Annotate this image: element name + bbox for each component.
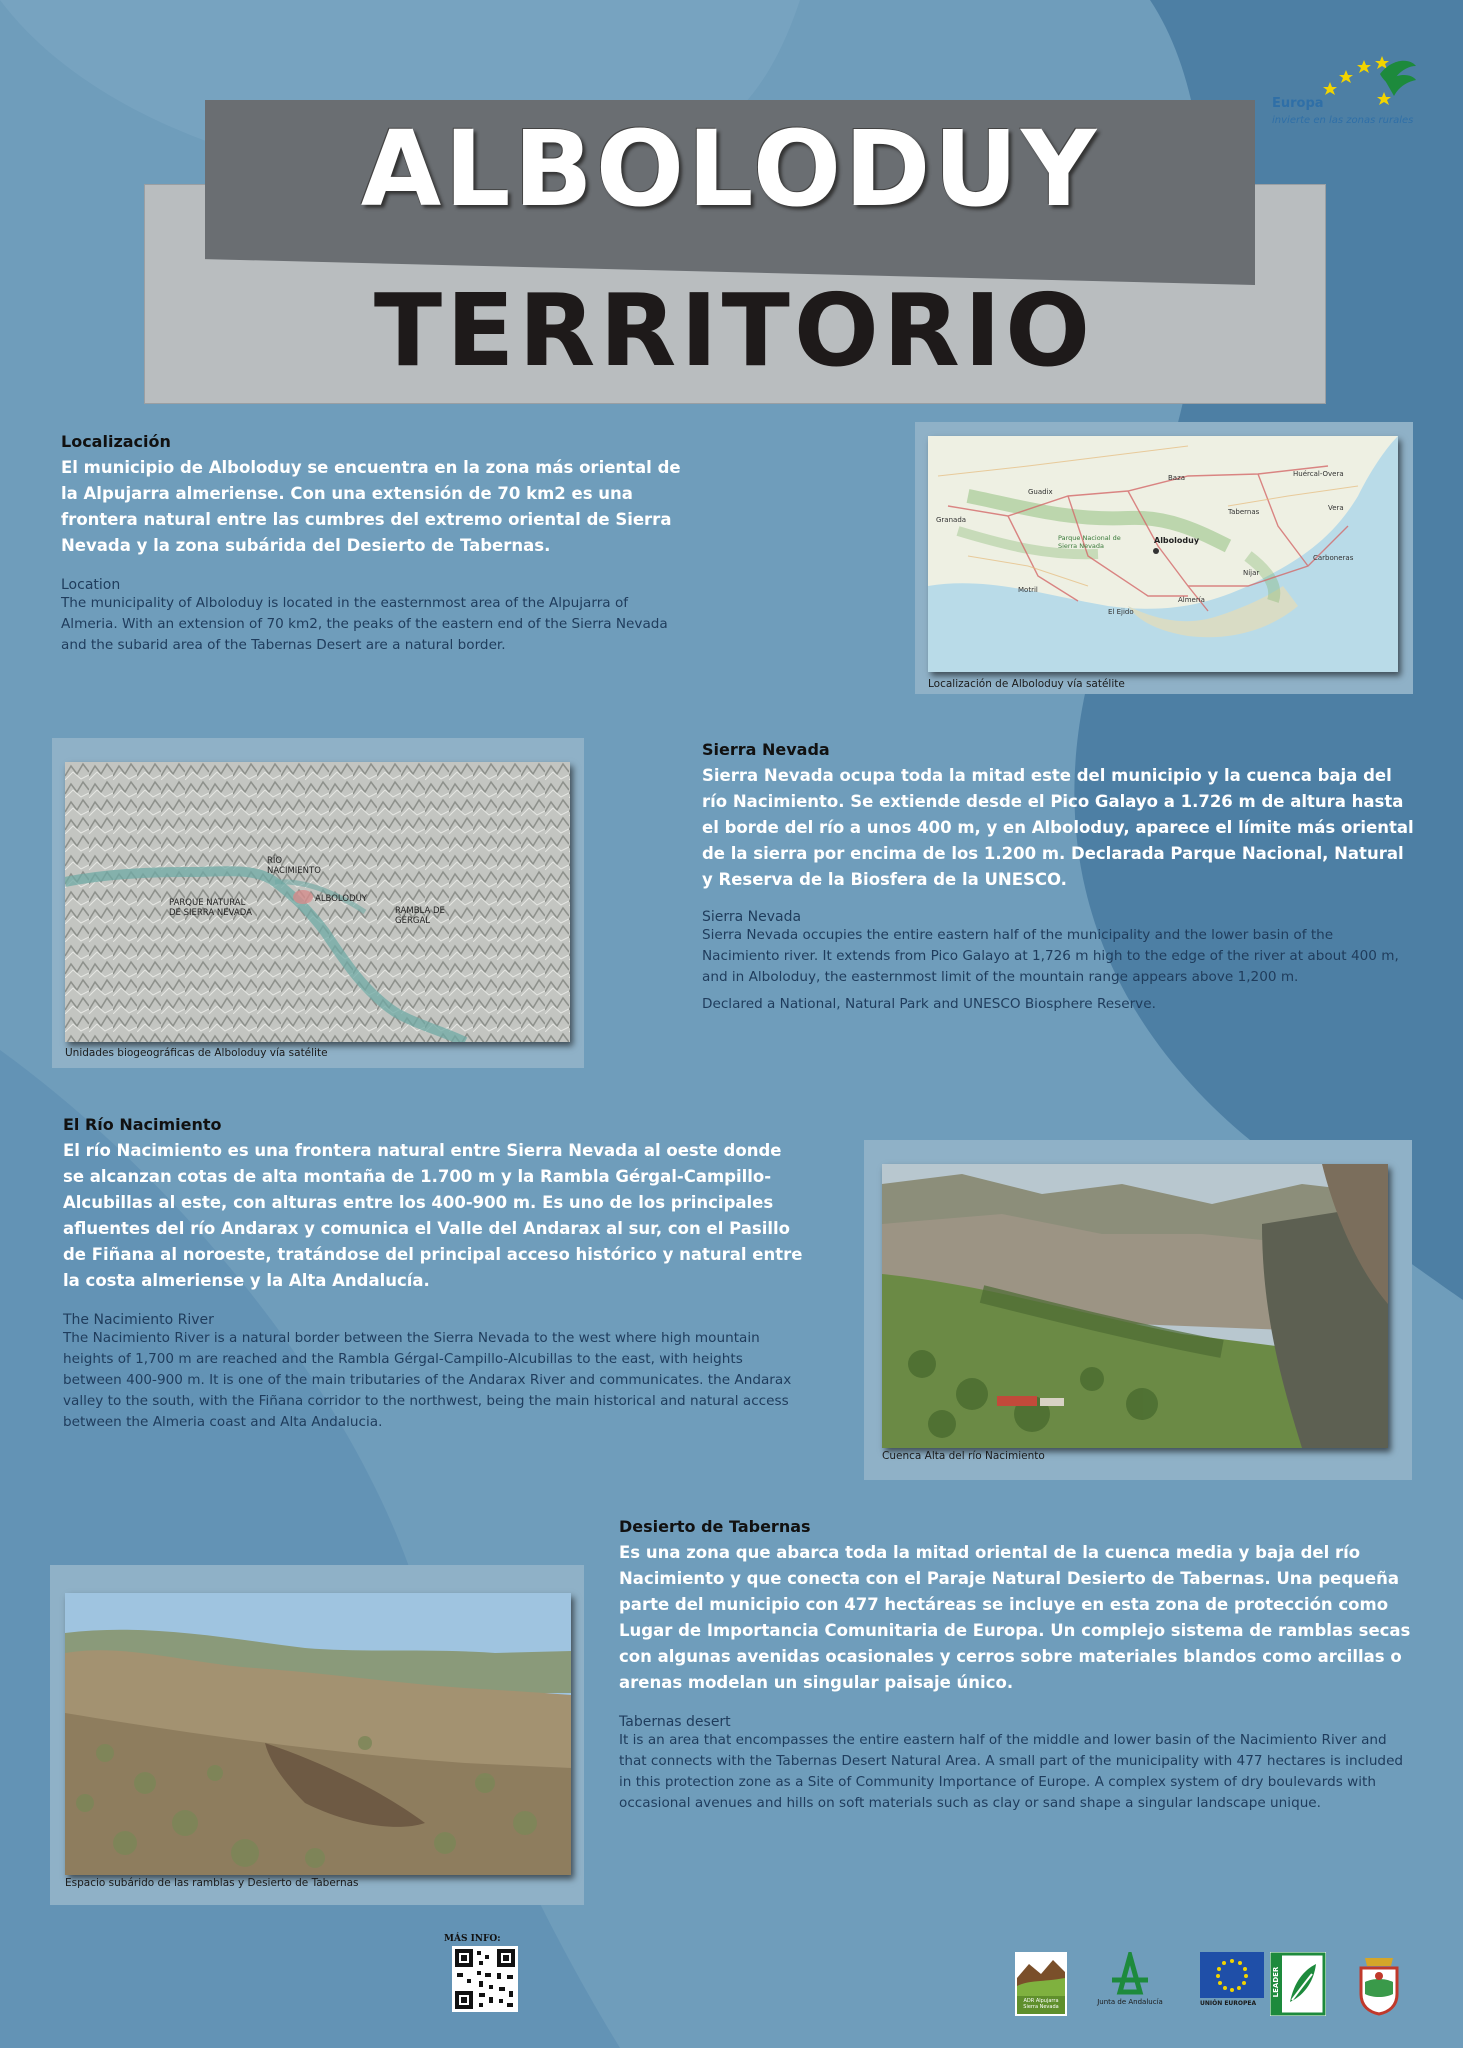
desierto-section xyxy=(619,1517,1415,1814)
rio-nacimiento-section xyxy=(63,1115,803,1433)
relief-map xyxy=(65,762,570,1042)
page-subtitle: TERRITORIO xyxy=(373,272,1095,389)
europa-logo-text: Europa xyxy=(1272,96,1324,111)
desert-photo-graphic xyxy=(65,1593,571,1875)
localizacion-section xyxy=(61,432,686,656)
sierra-nevada-spanish-text: Sierra Nevada ocupa toda la mitad este del municipio y la cuenca baja del río Nacimiento. Se extiende desde el Pico Galayo a 1.726 m de altura hasta el borde del río a unos 400 m, y en Alboloduy, aparece el límite más oriental de la sierra por encima de los 1.200 m. Declarada Parque Nacional, Natural y Reserva de la Biosfera de la UNESCO. xyxy=(702,766,1414,889)
union-europea-logo xyxy=(1200,1952,1264,2016)
map-label-nijar: Níjar xyxy=(1243,569,1260,577)
coat-of-arms-graphic xyxy=(1355,1952,1403,2016)
map-label-guadix: Guadix xyxy=(1028,488,1053,496)
page-title: ALBOLODUY xyxy=(360,108,1100,230)
alboloduy-coat-of-arms xyxy=(1355,1952,1403,2016)
junta-andalucia-logo xyxy=(1090,1952,1170,2016)
map-label-granada: Granada xyxy=(936,516,967,524)
map-label-tabernas: Tabernas xyxy=(1228,508,1260,516)
nacimiento-river-english-text: The Nacimiento River is a natural border between the Sierra Nevada to the west where high mountain heights of 1,700 m are reached and the Rambla Gérgal-Campillo-Alcubillas to the east, with heights between 400-900 m. It is one of the main tributaries of the Andarax River and communicates. the Andarax valley to the south, with the Fiñana corridor to the northwest, being the main historical and natural access between the Almeria coast and Alta Andalucia. xyxy=(63,1330,792,1430)
sierra-nevada-english-text: Sierra Nevada occupies the entire eastern half of the municipality and the lower basin of the Nacimiento river. It extends from Pico Galayo at 1,726 m high to the edge of the river at about 400 m, and in Alboloduy, the easternmost limit of the mountain range appears above 1,200 m. xyxy=(702,927,1399,985)
river-photo xyxy=(882,1164,1388,1448)
europa-logo-subtext: invierte en las zonas rurales xyxy=(1272,115,1414,126)
eu-flag-graphic xyxy=(1200,1952,1264,1998)
sierra-nevada-section xyxy=(702,740,1414,1015)
map-label-almeria: Almería xyxy=(1178,596,1205,604)
relief-label-rio-nacimiento: RÍO NACIMIENTO xyxy=(267,856,321,876)
rio-nacimiento-heading: El Río Nacimiento xyxy=(63,1115,222,1134)
map-label-huercal-overa: Huércal-Overa xyxy=(1293,470,1344,478)
qr-code-graphic xyxy=(452,1946,518,2012)
tabernas-desert-english-text: It is an area that encompasses the entire eastern half of the middle and lower basin of the Nacimiento River and that connects with the Tabernas Desert Natural Area. A small part of the municipality with 477 hectares is included in this protection zone as a Site of Community Importance of Europe. A complex system of dry boulevards with occasional avenues and hills on soft materials such as clay or sand shape a singular landscape unique. xyxy=(619,1732,1404,1811)
location-map xyxy=(928,436,1398,672)
sierra-nevada-english-heading: Sierra Nevada xyxy=(702,909,802,925)
europa-stars-logo xyxy=(1320,52,1416,106)
desierto-spanish-text: Es una zona que abarca toda la mitad oriental de la cuenca media y baja del río Nacimiento y que conecta con el Paraje Natural Desierto de Tabernas. Una pequeña parte del municipio con 477 hectáreas se incluye en esta zona de protección como Lugar de Importancia Comunitaria de Europa. Un complejo sistema de ramblas secas con algunas avenidas ocasionales y cerros sobre materiales blandos como arcillas o arenas modelan un singular paisaje único. xyxy=(619,1543,1411,1692)
relief-map-caption: Unidades biogeográficas de Alboloduy vía satélite xyxy=(65,1047,328,1059)
junta-logo-label: Junta de Andalucía xyxy=(1097,1998,1163,2006)
location-english-text: The municipality of Alboloduy is located in the easternmost area of the Alpujarra of Almeria. With an extension of 70 km2, the peaks of the eastern end of the Sierra Nevada and the subarid area of the Tabernas Desert are a natural border. xyxy=(61,595,668,653)
map-label-vera: Vera xyxy=(1328,504,1344,512)
nacimiento-river-heading: The Nacimiento River xyxy=(63,1312,214,1328)
river-photo-caption: Cuenca Alta del río Nacimiento xyxy=(882,1450,1045,1462)
map-label-alboloduy: Alboloduy xyxy=(1154,536,1200,545)
river-photo-graphic xyxy=(882,1164,1388,1448)
desert-photo xyxy=(65,1593,571,1875)
adr-alpujarra-logo xyxy=(1015,1952,1067,2016)
map-label-baza: Baza xyxy=(1168,474,1186,482)
localizacion-spanish-text: El municipio de Alboloduy se encuentra en la zona más oriental de la Alpujarra almeriense. Con una extensión de 70 km2 es una frontera natural entre las cumbres del extremo oriental de Sierra Nevada y la zona subárida del Desierto de Tabernas. xyxy=(61,458,681,555)
relief-label-parque-natural: PARQUE NATURAL DE SIERRA NEVADA xyxy=(169,898,252,918)
junta-logo-graphic xyxy=(1090,1952,1170,1996)
relief-label-alboloduy: ALBOLODUY xyxy=(315,894,368,904)
sierra-nevada-heading: Sierra Nevada xyxy=(702,740,830,759)
leader-label: LEADER xyxy=(1272,1966,1280,1998)
qr-code[interactable] xyxy=(452,1946,518,2012)
map-label-carboneras: Carboneras xyxy=(1313,554,1354,562)
desierto-heading: Desierto de Tabernas xyxy=(619,1517,811,1536)
relief-label-rambla-gergal: RAMBLA DE GÉRGAL xyxy=(395,906,445,926)
qr-label: MÁS INFO: xyxy=(444,1934,501,1944)
adr-logo-label: ADR Alpujarra Sierra Nevada xyxy=(1023,1998,1059,2010)
desert-photo-caption: Espacio subárido de las ramblas y Desierto de Tabernas xyxy=(65,1877,359,1889)
leader-logo xyxy=(1270,1952,1326,2016)
union-europea-label: UNIÓN EUROPEA xyxy=(1200,2000,1257,2007)
map-label-parque-nacional: Parque Nacional de Sierra Nevada xyxy=(1058,534,1121,550)
location-heading: Location xyxy=(61,577,121,593)
localizacion-heading: Localización xyxy=(61,432,171,451)
tabernas-desert-heading: Tabernas desert xyxy=(619,1714,731,1730)
rio-nacimiento-spanish-text: El río Nacimiento es una frontera natural entre Sierra Nevada al oeste donde se alcanzan cotas de alta montaña de 1.700 m y la Rambla Gérgal-Campillo-Alcubillas al este, con alturas entre los 400-900 m. Es uno de los principales afluentes del río Andarax y comunica el Valle del Andarax al sur, con el Pasillo de Fiñana al noroeste, tratándose del principal acceso histórico y natural entre la costa almeriense y la Alta Andalucía. xyxy=(63,1141,803,1290)
location-map-caption: Localización de Alboloduy vía satélite xyxy=(928,678,1125,690)
map-label-el-ejido: El Ejido xyxy=(1108,608,1134,616)
map-label-motril: Motril xyxy=(1018,586,1038,594)
sierra-nevada-english-declared: Declared a National, Natural Park and UNESCO Biosphere Reserve. xyxy=(702,996,1156,1012)
